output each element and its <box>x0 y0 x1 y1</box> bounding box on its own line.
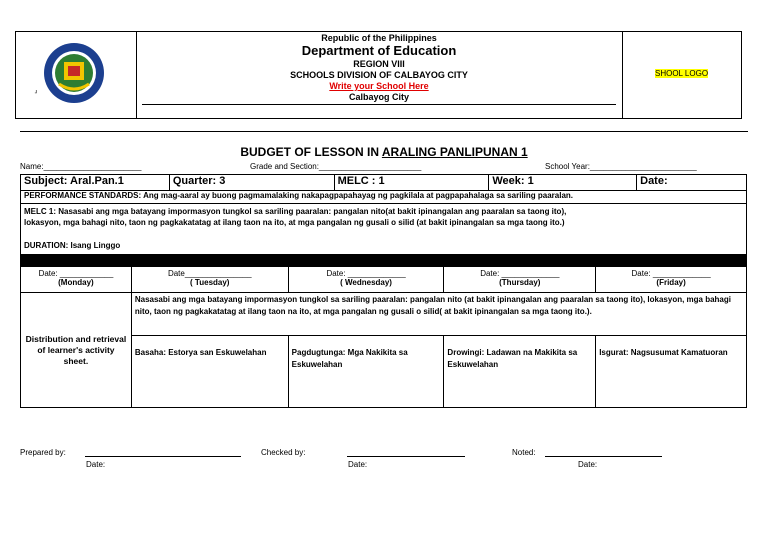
day-label: ( Wednesday) <box>340 278 392 287</box>
budget-table <box>20 174 747 266</box>
daily-plan-table <box>20 266 747 408</box>
day-wednesday <box>288 267 444 293</box>
day-label: ( Tuesday) <box>190 278 230 287</box>
objective-cell: Nasasabi ang mga batayang impormasyon tungkol sa sariling paaralan: pangalan nito (at bakit ipinangalan ang paaralan sa taong ito), lokasyon, mga bahagi nito, taon ng pagkakatatag at ilang taon na ito, at mga pangalan ng gusali o silid( at bakit ipinangalan sa mga taong ito.). <box>131 293 746 336</box>
melc-line-2: lokasyon, mga bahagi nito, taon ng pagkakatatag at ilang taon na ito, at mga pangalan ng gusali o silid (at bakit ipinangalan sa mga taong ito.) <box>24 218 565 227</box>
school-year-field[interactable]: School Year:________________________ <box>545 162 697 171</box>
performance-standards: PERFORMANCE STANDARDS: Ang mag-aaral ay buong pagmamalaking nakapagpapahayag ng pagkilala at pagpapahalaga sa sariling paaralan. <box>21 191 747 204</box>
document-title <box>0 145 768 159</box>
checked-signature-line[interactable] <box>347 456 465 457</box>
prepared-date-label: Date: <box>86 460 106 469</box>
activity-friday: Isgurat: Nagsusumat Kamatuoran <box>596 336 747 408</box>
title-subject: ARALING PANLIPUNAN 1 <box>381 145 528 159</box>
letterhead-text <box>136 32 622 118</box>
melc-cell <box>21 204 747 255</box>
melc-line-1: MELC 1: Nasasabi ang mga batayang impormasyon tungkol sa sariling paaralan: pangalan nito(at bakit ipinangalan ang paaralan sa taong ito), <box>24 207 567 216</box>
day-header-row <box>21 267 747 293</box>
letterhead <box>15 31 742 119</box>
prepared-label: Prepared by: <box>20 448 66 457</box>
day-monday <box>21 267 132 293</box>
week-cell: Week: 1 <box>489 175 637 191</box>
school-name-placeholder[interactable]: Write your School Here <box>329 81 429 91</box>
republic-text: Republic of the Philippines <box>321 33 437 43</box>
prepared-signature-line[interactable] <box>85 456 241 457</box>
day-date[interactable]: Date: _____________ <box>480 269 560 278</box>
day-label: (Thursday) <box>499 278 541 287</box>
melc-number-cell: MELC : 1 <box>334 175 489 191</box>
letterhead-rule <box>142 104 616 105</box>
day-tuesday <box>131 267 288 293</box>
black-divider <box>21 255 747 266</box>
small-mark: ⸥ <box>34 84 38 94</box>
title-prefix: BUDGET OF LESSON IN <box>240 145 382 159</box>
division-logo-cell <box>16 32 137 118</box>
activity-tuesday: Basaha: Estorya san Eskuwelahan <box>131 336 288 408</box>
grade-section-field[interactable]: Grade and Section:_______________________ <box>250 162 422 171</box>
noted-signature-line[interactable] <box>545 456 662 457</box>
department-text: Department of Education <box>301 43 457 58</box>
distribution-text: Distribution and retrieval of learner's activity sheet. <box>25 333 127 366</box>
activity-thursday: Drowingi: Ladawan na Makikita sa Eskuwelahan <box>444 336 596 408</box>
distribution-cell <box>21 293 132 408</box>
day-label: (Friday) <box>656 278 686 287</box>
noted-date-label: Date: <box>578 460 598 469</box>
region-text: REGION VIII <box>353 59 405 69</box>
day-thursday <box>444 267 596 293</box>
division-text: SCHOOLS DIVISION OF CALBAYOG CITY <box>290 70 468 80</box>
day-friday <box>596 267 747 293</box>
school-logo-placeholder: SHOOL LOGO <box>655 69 709 78</box>
day-date[interactable]: Date_______________ <box>167 269 252 278</box>
day-label: (Monday) <box>58 278 94 287</box>
day-date[interactable]: Date: ____________ <box>38 269 114 278</box>
activity-wednesday: Pagdugtunga: Mga Nakikita sa Eskuwelahan <box>288 336 444 408</box>
day-date[interactable]: Date: _____________ <box>631 269 711 278</box>
quarter-cell: Quarter: 3 <box>169 175 334 191</box>
duration-text: DURATION: Isang Linggo <box>24 241 121 250</box>
deped-division-seal-icon <box>39 38 109 108</box>
day-date[interactable]: Date: _____________ <box>326 269 406 278</box>
page-divider <box>20 131 748 132</box>
school-logo-cell <box>622 32 742 118</box>
checked-label: Checked by: <box>261 448 306 457</box>
name-field[interactable]: Name:______________________ <box>20 162 142 171</box>
noted-label: Noted: <box>512 448 536 457</box>
date-cell: Date: <box>637 175 747 191</box>
city-text: Calbayog City <box>348 92 409 102</box>
subject-cell: Subject: Aral.Pan.1 <box>21 175 170 191</box>
checked-date-label: Date: <box>348 460 368 469</box>
